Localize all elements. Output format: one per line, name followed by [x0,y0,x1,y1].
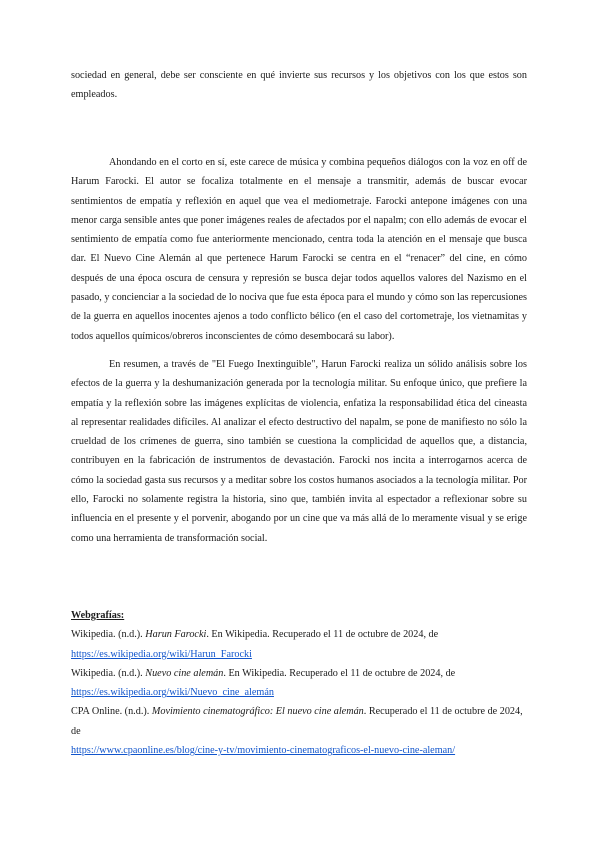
paragraph-2: Ahondando en el corto en sí, este carece de música y combina pequeños diálogos con la voz en off de Harum Farocki. El autor se focaliza totalmente en el mensaje a transmitir, además de buscar evocar sentimientos de empatía y reflexión en aquel que vea el mediometraje. Farocki antepone imágenes con una menor carga sensible antes que poner imágenes reales de afectados por el napalm; con ello además de evocar el sentimiento de empatía como fue anteriormente mencionado, centra toda la atención en el mensaje que busca dar. El Nuevo Cine Alemán al que pertenece Harum Farocki se centra en el “renacer” del cine, en cómo después de una época oscura de censura y represión se busca dejar todos aquellos valores del Nazismo en el pasado, y concienciar a la sociedad de lo nociva que fue esta época para el mundo y cómo son las repercusiones de la guerra en aquellos inocentes ajenos a todo conflicto bélico (en el caso del cortometraje, los vietnamitas y todos aquellos químicos/obreros inconscientes de cómo desembocará su labor). [71,157,527,342]
paragraph-3: En resumen, a través de "El Fuego Inextinguible", Harun Farocki realiza un sólido análisis sobre los efectos de la guerra y la deshumanización generada por la tecnología militar. Su enfoque único, que prefiere la empatía y la reflexión sobre las imágenes explícitas de violencia, enfatiza la responsabilidad ética del cineasta al representar realidades difíciles. Al analizar el efecto destructivo del napalm, se pone de manifiesto no sólo la crueldad de los crímenes de guerra, sino también se cuestiona la complicidad de aquellos que, a distancia, contribuyen en la fabricación de instrumentos de devastación. Farocki nos incita a interrogarnos acerca de cómo la sociedad gasta sus recursos y a meditar sobre los costos humanos asociados a la tecnología militar. Por ello, Farocki no solamente registra la historia, sino que, también invita al espectador a reflexionar sobre su influencia en el presente y el porvenir, abogando por un cine que va más allá de lo meramente visual y se erige como una herramienta de transformación social. [71,359,527,544]
paragraph-1: sociedad en general, debe ser consciente en qué invierte sus recursos y los objetivos con los que estos son empleados. [71,70,527,101]
reference-title: Movimiento cinematográfico: El nuevo cine alemán [151,706,364,718]
reference-prefix: CPA Online. (n.d.). [71,706,152,718]
reference-prefix: Wikipedia. (n.d.). [71,629,146,641]
reference-suffix: . Recuperado el 11 de octubre de 2024, de [71,706,523,737]
references-heading: Webgrafías: [71,610,125,621]
reference-link[interactable]: https://www.cpaonline.es/blog/cine-y-tv/movimiento-cinematograficos-el-nuevo-cine-aleman/ [71,745,456,757]
reference-item [71,625,527,664]
reference-title: Harun Farocki [145,629,207,641]
reference-link[interactable]: https://es.wikipedia.org/wiki/Harun_Farocki [71,648,252,660]
references-section [71,606,527,760]
reference-link[interactable]: https://es.wikipedia.org/wiki/Nuevo_cine_alemán [71,687,274,699]
reference-suffix: . En Wikipedia. Recuperado el 11 de octubre de 2024, de [223,667,456,679]
reference-suffix: . En Wikipedia. Recuperado el 11 de octubre de 2024, de [206,629,439,641]
reference-item [71,664,527,703]
reference-prefix: Wikipedia. (n.d.). [71,667,146,679]
reference-item [71,702,527,760]
reference-title: Nuevo cine alemán [145,667,224,679]
